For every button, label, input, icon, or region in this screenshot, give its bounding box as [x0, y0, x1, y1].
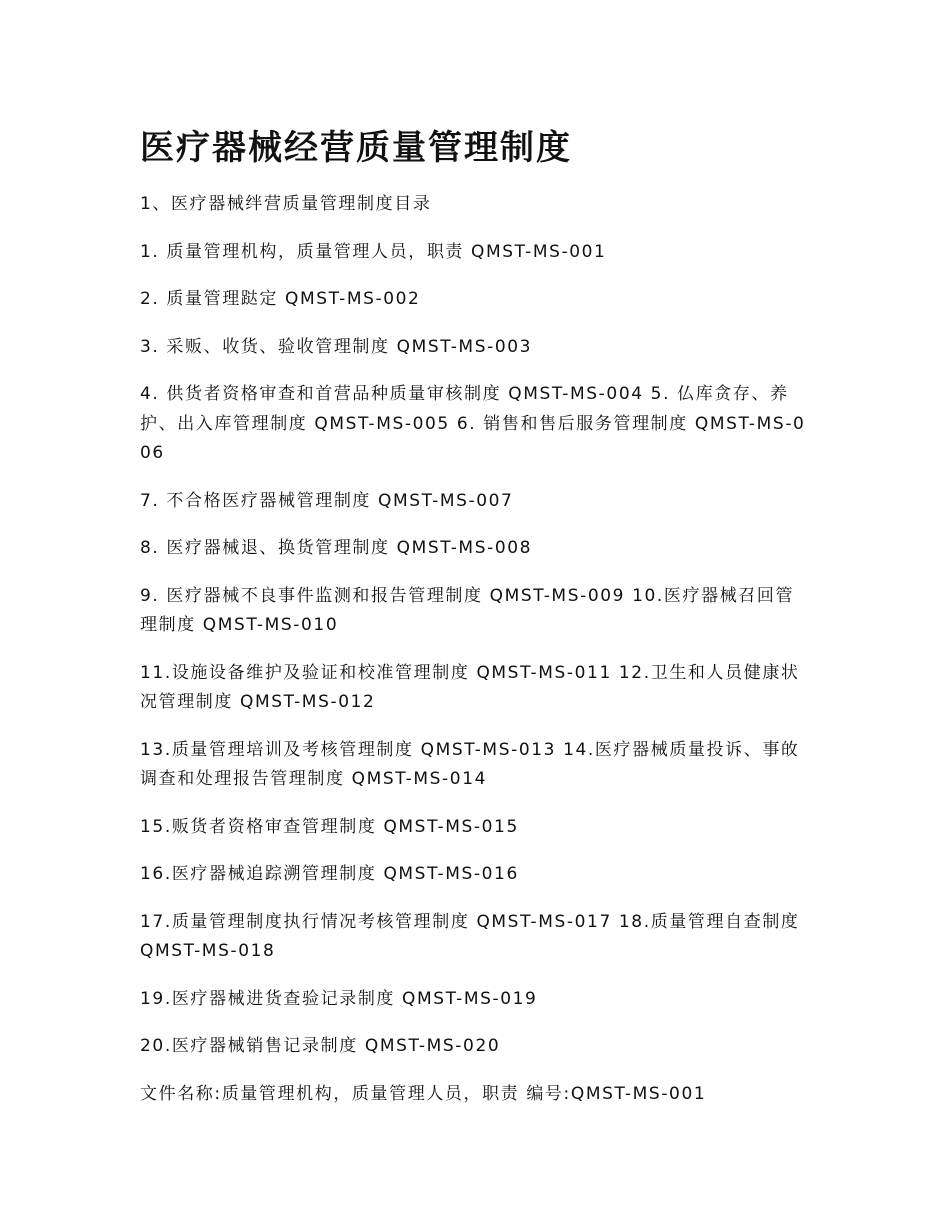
catalog-item: 2. 质量管理跶定 QMST-MS-002 — [140, 289, 421, 309]
file-name-line: 文件名称:质量管理机构，质量管理人员，职责 编号:QMST-MS-001 — [140, 1083, 707, 1104]
document-title: 医疗器械经营质量管理制度 — [140, 128, 572, 168]
catalog-item: 7. 不合格医疗器械管理制度 QMST-MS-007 — [140, 490, 514, 511]
catalog-item: 20.医疗器械销售记录制度 QMST-MS-020 — [140, 1036, 501, 1056]
catalog-item: 11.设施设备维护及验证和校准管理制度 QMST-MS-011 12.卫生和人员健康状况管理制度 QMST-MS-012 — [140, 662, 800, 712]
catalog-item: 4. 供货者资格审查和首营品种质量审核制度 QMST-MS-004 5. 仏库贪存、养护、出入库管理制度 QMST-MS-005 6. 销售和售后服务管理制度 QMST-MS-006 — [140, 384, 806, 463]
catalog-item: 9. 医疗器械不良事件监测和报告管理制度 QMST-MS-009 10.医疗器械召回管理制度 QMST-MS-010 — [140, 585, 795, 635]
catalog-heading: 1、医疗器械绊营质量管理制度目录 — [140, 194, 432, 214]
catalog-item: 8. 医疗器械退、换货管理制度 QMST-MS-008 — [140, 538, 533, 558]
catalog-item: 15.贩货者资格审查管理制度 QMST-MS-015 — [140, 816, 519, 837]
catalog-item: 1. 质量管理机构，质量管理人员，职责 QMST-MS-001 — [140, 241, 607, 262]
catalog-item: 16.医疗器械追踪溯管理制度 QMST-MS-016 — [140, 864, 519, 884]
catalog-item: 13.质量管理培训及考核管理制度 QMST-MS-013 14.医疗器械质量投诉、事敀调查和处理报告管理制度 QMST-MS-014 — [140, 739, 800, 789]
catalog-item: 3. 采贩、收货、验收管理制度 QMST-MS-003 — [140, 336, 533, 357]
catalog-item: 19.医疗器械进货查验记录制度 QMST-MS-019 — [140, 988, 538, 1009]
catalog-item: 17.质量管理制度执行情况考核管理制度 QMST-MS-017 18.质量管理自查制度 QMST-MS-018 — [140, 911, 800, 961]
document-page — [140, 124, 808, 1109]
